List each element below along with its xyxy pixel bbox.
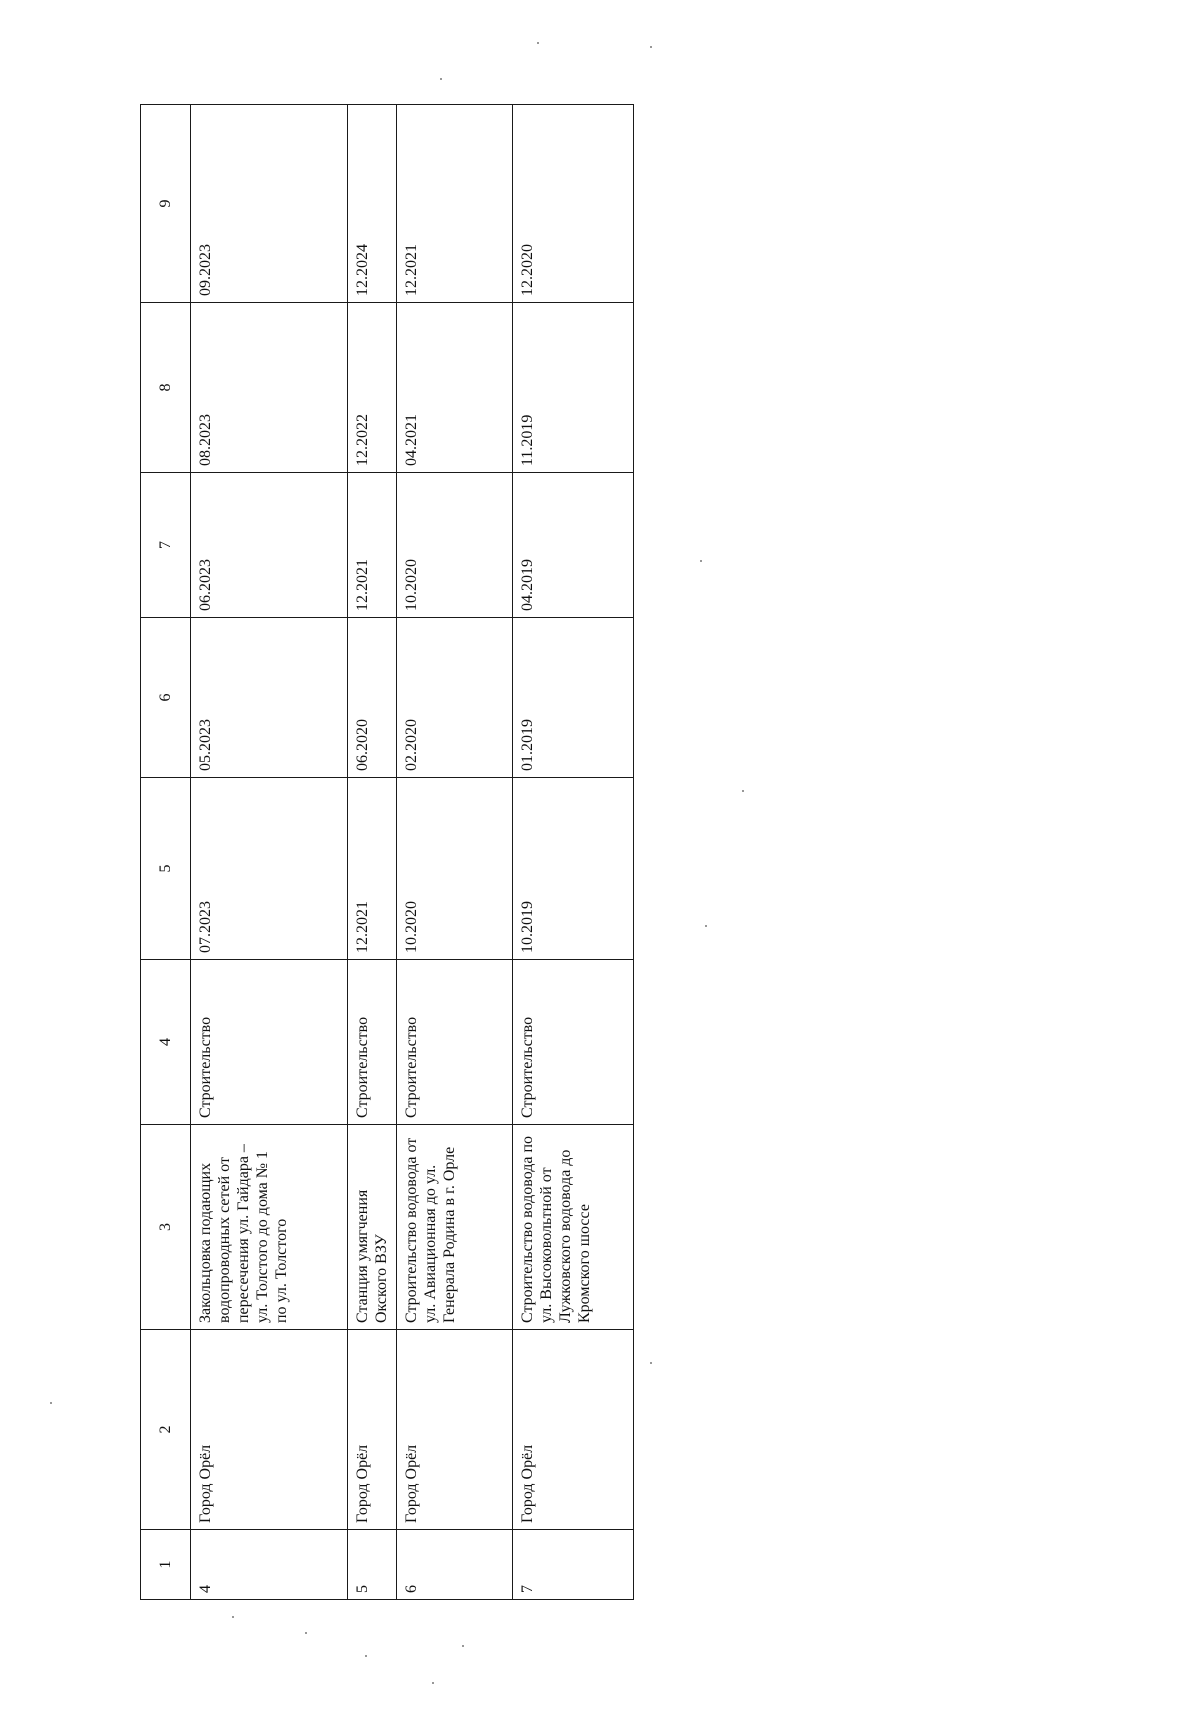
date-cell: 10.2020 — [397, 473, 513, 618]
scan-speck — [742, 790, 744, 792]
date-cell: 09.2023 — [191, 105, 348, 303]
date-cell: 11.2019 — [513, 303, 634, 473]
scan-speck — [432, 1682, 434, 1684]
date-cell: 10.2019 — [513, 778, 634, 960]
header-cell: 9 — [141, 105, 191, 303]
date-cell: 02.2020 — [397, 618, 513, 778]
scan-speck — [462, 1645, 464, 1647]
date-cell: 12.2022 — [348, 303, 397, 473]
row-number: 6 — [397, 1530, 513, 1600]
place-cell: Город Орёл — [348, 1330, 397, 1530]
scan-speck — [305, 1632, 307, 1634]
date-cell: 04.2021 — [397, 303, 513, 473]
description-cell: Строительство водовода от ул. Авиационная до ул. Генерала Родина в г. Орле — [397, 1125, 513, 1330]
date-cell: 01.2019 — [513, 618, 634, 778]
scan-speck — [365, 1655, 367, 1657]
table-row — [348, 105, 397, 1600]
scan-speck — [650, 46, 652, 48]
header-cell: 1 — [141, 1530, 191, 1600]
scan-speck — [650, 1362, 652, 1364]
work-type-cell: Строительство — [513, 960, 634, 1125]
date-cell: 12.2024 — [348, 105, 397, 303]
header-cell: 2 — [141, 1330, 191, 1530]
table-row — [191, 105, 348, 1600]
date-cell: 04.2019 — [513, 473, 634, 618]
work-type-cell: Строительство — [191, 960, 348, 1125]
table-row — [397, 105, 513, 1600]
place-cell: Город Орёл — [513, 1330, 634, 1530]
scan-speck — [232, 1616, 234, 1618]
date-cell: 12.2021 — [348, 473, 397, 618]
description-cell: Закольцовка подающих водопроводных сетей от пересечения ул. Гайдара – ул. Толстого до дома № 1 по ул. Толстого — [191, 1125, 348, 1330]
date-cell: 12.2021 — [348, 778, 397, 960]
scan-speck — [440, 78, 442, 80]
row-number: 7 — [513, 1530, 634, 1600]
row-number: 4 — [191, 1530, 348, 1600]
header-cell: 6 — [141, 618, 191, 778]
row-number: 5 — [348, 1530, 397, 1600]
date-cell: 06.2020 — [348, 618, 397, 778]
work-type-cell: Строительство — [348, 960, 397, 1125]
header-cell: 3 — [141, 1125, 191, 1330]
table-row — [513, 105, 634, 1600]
place-cell: Город Орёл — [397, 1330, 513, 1530]
place-cell: Город Орёл — [191, 1330, 348, 1530]
work-type-cell: Строительство — [397, 960, 513, 1125]
date-cell: 05.2023 — [191, 618, 348, 778]
header-row — [141, 105, 191, 1600]
date-cell: 08.2023 — [191, 303, 348, 473]
schedule-table — [140, 104, 634, 1600]
description-cell: Станция умягчения Окского ВЗУ — [348, 1125, 397, 1330]
header-cell: 8 — [141, 303, 191, 473]
header-cell: 7 — [141, 473, 191, 618]
date-cell: 12.2020 — [513, 105, 634, 303]
date-cell: 12.2021 — [397, 105, 513, 303]
scan-speck — [50, 1402, 52, 1404]
scan-speck — [705, 925, 707, 927]
rotated-table-wrapper — [140, 105, 628, 1600]
description-cell: Строительство водовода по ул. Высоковольтной от Лужковского водовода до Кромского шоссе — [513, 1125, 634, 1330]
date-cell: 06.2023 — [191, 473, 348, 618]
scan-speck — [537, 42, 539, 44]
date-cell: 07.2023 — [191, 778, 348, 960]
date-cell: 10.2020 — [397, 778, 513, 960]
scan-speck — [700, 560, 702, 562]
header-cell: 5 — [141, 778, 191, 960]
header-cell: 4 — [141, 960, 191, 1125]
